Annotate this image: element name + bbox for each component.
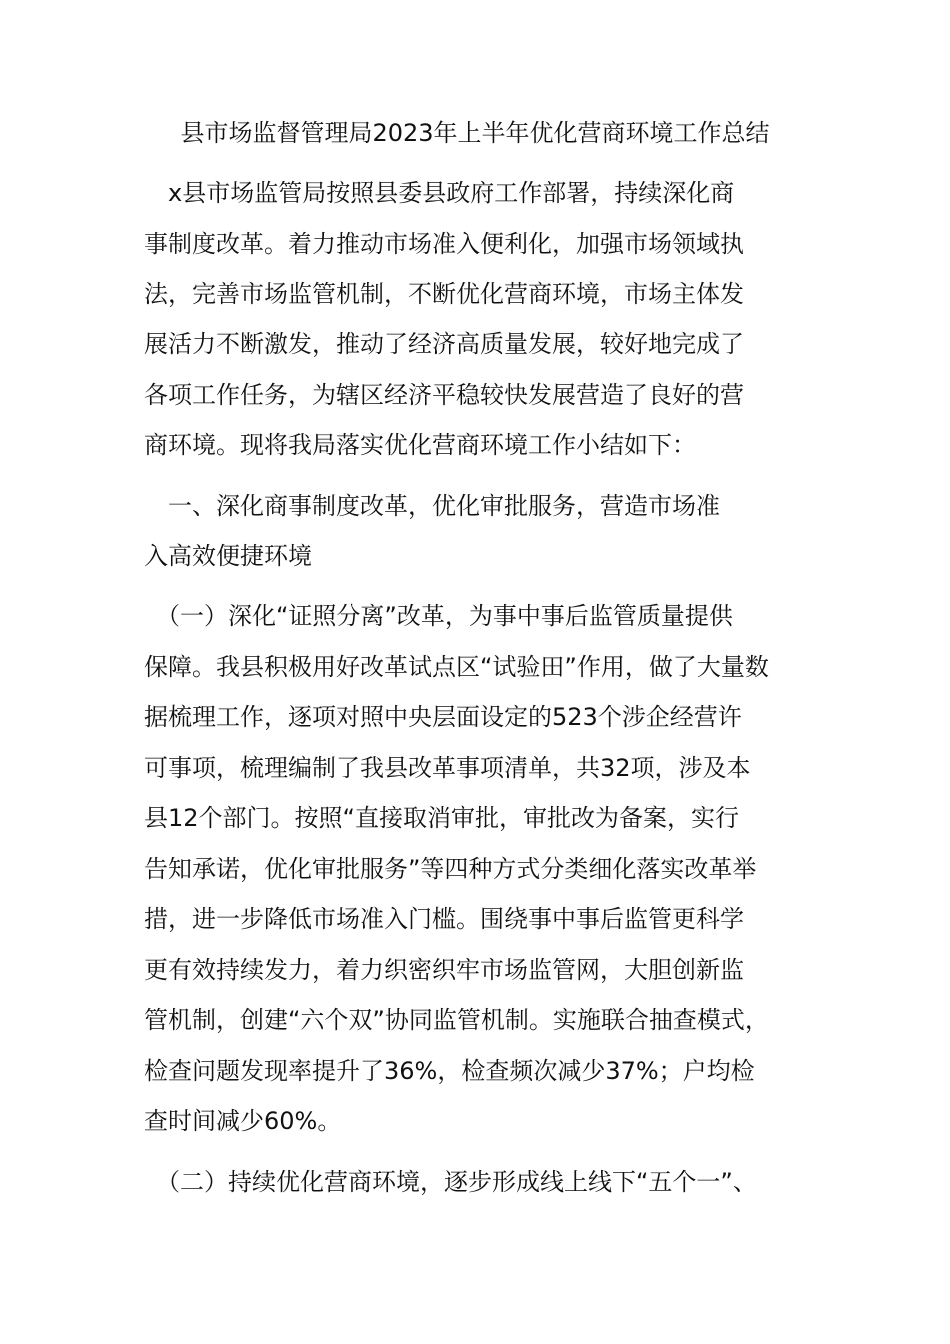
paragraph-line: 保障。我县积极用好改革试点区“试验田”作用，做了大量数 [144, 653, 769, 681]
section-heading-line: 一、深化商事制度改革，优化审批服务，营造市场准 [144, 492, 720, 520]
paragraph-line: 告知承诺，优化审批服务”等四种方式分类细化落实改革举 [144, 855, 757, 883]
paragraph-line: 检查问题发现率提升了36%，检查频次减少37%；户均检 [144, 1057, 755, 1085]
paragraph-line: 各项工作任务，为辖区经济平稳较快发展营造了良好的营 [144, 381, 744, 409]
document-title: 县市场监督管理局2023年上半年优化营商环境工作总结 [180, 119, 770, 147]
paragraph-line: （一）深化“证照分离”改革，为事中事后监管质量提供 [144, 602, 733, 630]
paragraph-line: （二）持续优化营商环境，逐步形成线上线下“五个一”、 [144, 1168, 757, 1196]
paragraph-line: 县12个部门。按照“直接取消审批，审批改为备案，实行 [144, 804, 739, 832]
paragraph-line: 管机制，创建“六个双”协同监管机制。实施联合抽查模式， [144, 1006, 769, 1034]
section-heading-line: 入高效便捷环境 [144, 542, 312, 570]
paragraph-line: 更有效持续发力，着力织密织牢市场监管网，大胆创新监 [144, 956, 744, 984]
paragraph-line: 可事项，梳理编制了我县改革事项清单，共32项，涉及本 [144, 754, 751, 782]
paragraph-line: 展活力不断激发，推动了经济高质量发展，较好地完成了 [144, 330, 744, 358]
paragraph-line: 据梳理工作，逐项对照中央层面设定的523个涉企经营许 [144, 703, 742, 731]
paragraph-line: 措，进一步降低市场准入门槛。围绕事中事后监管更科学 [144, 905, 744, 933]
paragraph-line: x县市场监管局按照县委县政府工作部署，持续深化商 [144, 179, 735, 207]
paragraph-line: 商环境。现将我局落实优化营商环境工作小结如下： [144, 431, 696, 459]
paragraph-line: 查时间减少60%。 [144, 1107, 342, 1135]
paragraph-line: 法，完善市场监管机制，不断优化营商环境，市场主体发 [144, 280, 744, 308]
paragraph-line: 事制度改革。着力推动市场准入便利化，加强市场领域执 [144, 230, 744, 258]
